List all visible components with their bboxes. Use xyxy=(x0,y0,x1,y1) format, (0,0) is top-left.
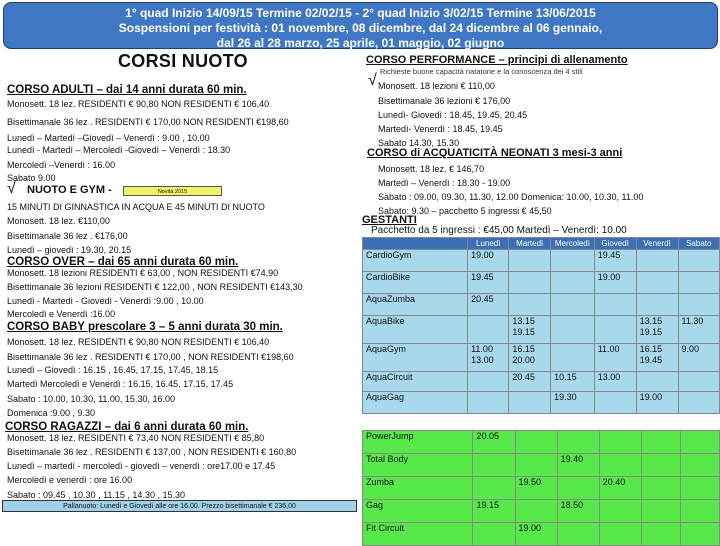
adulti-line: Mercoledì –Venerdì : 16.00 xyxy=(7,160,116,170)
time-cell: 13.15 19.15 xyxy=(509,316,551,344)
table-row xyxy=(363,250,720,272)
table-row xyxy=(363,344,720,372)
time-cell xyxy=(551,250,595,272)
baby-line: Sabato : 10.00, 10.30, 11.00, 15.30, 16.00 xyxy=(7,394,175,404)
time-cell: 16.15 19.45 xyxy=(636,344,678,372)
ragazzi-heading: CORSO RAGAZZI – dai 6 anni durata 60 min. xyxy=(5,421,249,433)
time-cell xyxy=(641,454,680,477)
sqrt-symbol: √ xyxy=(7,180,16,197)
performance-note: Richieste buone capacità natatorie e la conoscenza dei 4 stili xyxy=(380,67,583,76)
time-cell: 19.00 xyxy=(636,392,678,414)
time-cell xyxy=(594,392,636,414)
time-cell xyxy=(636,250,678,272)
table-row xyxy=(363,272,720,294)
time-cell xyxy=(636,372,678,392)
over-line: Monosett. 18 lezioni RESIDENTI € 63,00 , NON RESIDENTI €74,90 xyxy=(7,268,279,278)
time-cell xyxy=(551,344,595,372)
activity-name: AquaBike xyxy=(363,316,468,344)
ragazzi-line: Lunedì – martedì - mercoledì - giovedì – venerdì : ore17.00 e 17.45 xyxy=(7,461,276,471)
ragazzi-line: Monosett. 18 lez. RESIDENTI € 73,40 NON RESIDENTI € 85,80 xyxy=(7,433,265,443)
activity-name: Total Body xyxy=(363,454,473,477)
adulti-line: Bisettimanale 36 lez . RESIDENTI € 170,00 NON RESIDENTI €198,60 xyxy=(7,117,289,127)
time-cell xyxy=(599,454,641,477)
time-cell xyxy=(468,316,509,344)
baby-heading: CORSO BABY prescolare 3 – 5 anni durata 30 min. xyxy=(7,321,283,333)
day-header: Venerdì xyxy=(636,238,678,250)
performance-line: Bisettimanale 36 lezioni € 176,00 xyxy=(378,96,511,106)
time-cell xyxy=(473,454,515,477)
gym-line: Bisettimanale 36 lez . €176,00 xyxy=(7,231,128,241)
adulti-line: Lunedì - Martedì – Mercoledì -Giovedì – Venerdì : 18.30 xyxy=(7,145,231,155)
baby-line: Bisettimanale 36 lez . RESIDENTI € 170,00 , NON RESIDENTI €198,60 xyxy=(7,352,294,362)
neonati-line: Sabato : 09.00, 09.30, 11.30, 12.00 Domenica: 10.00, 10.30, 11.00 xyxy=(378,192,644,202)
page-title: CORSI NUOTO xyxy=(118,51,248,71)
time-cell: 20.45 xyxy=(509,372,551,392)
activity-name: Gag xyxy=(363,500,473,523)
time-cell xyxy=(599,523,641,546)
day-header: Sabato xyxy=(678,238,719,250)
table-row xyxy=(363,294,720,316)
baby-line: Martedì Mercoledì e Venerdì : 16.15, 16.45, 17.15, 17.45 xyxy=(7,379,234,389)
over-line: Mercoledì e Venerdì :16.00 xyxy=(7,309,116,319)
over-line: Bisettimanale 36 lezioni RESIDENTI € 122,00 , NON RESIDENTI €143,30 xyxy=(7,282,303,292)
time-cell: 9.00 xyxy=(678,344,719,372)
time-cell xyxy=(468,392,509,414)
time-cell: 19.00 xyxy=(594,272,636,294)
table-row xyxy=(363,392,720,414)
performance-line: Sabato 14.30, 15.30 xyxy=(378,138,460,148)
performance-heading: CORSO PERFORMANCE – principi di allenamento xyxy=(366,54,628,66)
time-cell: 19.30 xyxy=(551,392,595,414)
neonati-line: Sabato: 9.30 – pacchetto 5 ingressi € 45,50 xyxy=(378,206,552,216)
time-cell: 11.30 xyxy=(678,316,719,344)
banner-line-2: Sospensioni per festività : 01 novembre, 08 dicembre, dal 24 dicembre al 06 gennaio, xyxy=(118,21,603,35)
gym-heading: NUOTO E GYM - xyxy=(27,184,112,196)
activity-name: CardioGym xyxy=(363,250,468,272)
adulti-heading: CORSO ADULTI – dai 14 anni durata 60 min. xyxy=(7,84,247,96)
time-cell xyxy=(473,477,515,500)
time-cell xyxy=(678,250,719,272)
table-row xyxy=(363,454,720,477)
activity-name: AquaZumba xyxy=(363,294,468,316)
activity-name: AquaGym xyxy=(363,344,468,372)
gym-line: Monosett. 18 lez. €110,00 xyxy=(7,216,110,226)
time-cell: 13.00 xyxy=(594,372,636,392)
time-cell: 19.00 xyxy=(515,523,557,546)
time-cell xyxy=(680,454,719,477)
adulti-line: Sabato 9.00 xyxy=(7,173,56,183)
time-cell xyxy=(636,272,678,294)
time-cell xyxy=(509,250,551,272)
time-cell: 19.40 xyxy=(557,454,599,477)
time-cell: 18.50 xyxy=(557,500,599,523)
time-cell xyxy=(509,294,551,316)
banner-line-1: 1° quad Inizio 14/09/15 Termine 02/02/15 - 2° quad Inizio 3/02/15 Termine 13/06/2015 xyxy=(125,6,596,20)
time-cell: 19.15 xyxy=(473,500,515,523)
activity-name: Fit Circuit xyxy=(363,523,473,546)
ragazzi-line: Sabato : 09.45 , 10.30 , 11.15 , 14.30 , 15.30 xyxy=(7,490,185,500)
time-cell xyxy=(509,272,551,294)
time-cell xyxy=(557,523,599,546)
time-cell: 20.45 xyxy=(468,294,509,316)
time-cell: 11.00 xyxy=(594,344,636,372)
pallanuoto-note: Pallanuoto: Lunedì e Giovedì alle ore 16.00. Prezzo bisettimanale € 236,00 xyxy=(2,500,357,512)
time-cell: 13.15 19.15 xyxy=(636,316,678,344)
activity-name: AquaGag xyxy=(363,392,468,414)
time-cell: 11.00 13.00 xyxy=(468,344,509,372)
ragazzi-line: Mercoledì e venerdì : ore 16.00 xyxy=(7,475,133,485)
time-cell: 10.15 xyxy=(551,372,595,392)
novita-badge: Novità 2015 xyxy=(123,186,222,196)
time-cell: 20.40 xyxy=(599,477,641,500)
neonati-line: Martedì – Venerdì : 18.30 - 19.00 xyxy=(378,178,511,188)
aqua-schedule-table xyxy=(362,237,720,414)
time-cell: 20.05 xyxy=(473,431,515,454)
time-cell: 19.50 xyxy=(515,477,557,500)
time-cell xyxy=(557,477,599,500)
table-row xyxy=(363,372,720,392)
baby-line: Domenica :9.00 , 9.30 xyxy=(7,408,96,418)
time-cell xyxy=(594,294,636,316)
sqrt-symbol: √ xyxy=(368,72,377,89)
time-cell xyxy=(599,500,641,523)
time-cell xyxy=(678,294,719,316)
time-cell xyxy=(551,272,595,294)
baby-line: Monosett. 18 lez. RESIDENTI € 90,80 NON RESIDENTI € 106,40 xyxy=(7,337,270,347)
over-line: Lunedì - Martedì - Giovedì - Venerdì :9.00 , 10.00 xyxy=(7,296,204,306)
time-cell: 19.00 xyxy=(468,250,509,272)
gym-schedule-table xyxy=(362,430,720,546)
time-cell xyxy=(509,392,551,414)
time-cell xyxy=(678,272,719,294)
time-cell xyxy=(599,431,641,454)
activity-name: PowerJump xyxy=(363,431,473,454)
time-cell: 16.15 20.00 xyxy=(509,344,551,372)
time-cell xyxy=(680,477,719,500)
time-cell xyxy=(551,294,595,316)
time-cell xyxy=(641,431,680,454)
table-row xyxy=(363,523,720,546)
performance-line: Lunedì- Giovedì : 18.45, 19.45, 20.45 xyxy=(378,110,528,120)
adulti-line: Lunedì – Martedì –Giovedì – Venerdì : 9.00 , 10.00 xyxy=(7,133,210,143)
table-header-row xyxy=(363,238,720,250)
header-banner xyxy=(3,2,718,49)
adulti-line: Monosett. 18 lez. RESIDENTI € 90,80 NON RESIDENTI € 106,40 xyxy=(7,99,270,109)
table-row xyxy=(363,500,720,523)
time-cell: 19.45 xyxy=(594,250,636,272)
gestanti-line: Pacchetto da 5 ingressi : €45,00 Martedì – Venerdì: 10.00 xyxy=(371,225,627,236)
activity-name: Zumba xyxy=(363,477,473,500)
neonati-line: Monosett. 18 lez. € 146,70 xyxy=(378,164,485,174)
time-cell: 19.45 xyxy=(468,272,509,294)
time-cell xyxy=(680,500,719,523)
table-row xyxy=(363,477,720,500)
activity-name: CardioBike xyxy=(363,272,468,294)
banner-line-3: dal 26 al 28 marzo, 25 aprile, 01 maggio, 02 giugno xyxy=(216,36,505,50)
header-cell-blank xyxy=(363,238,468,250)
day-header: Martedì xyxy=(509,238,551,250)
neonati-heading: CORSO di ACQUATICITÀ NEONATI 3 mesi-3 anni xyxy=(367,147,623,159)
time-cell xyxy=(636,294,678,316)
time-cell xyxy=(594,316,636,344)
gym-line: 15 MINUTI DI GINNASTICA IN ACQUA E 45 MINUTI DI NUOTO xyxy=(7,202,265,212)
day-header: Mercoledì xyxy=(551,238,595,250)
time-cell xyxy=(678,372,719,392)
activity-name: AquaCircuit xyxy=(363,372,468,392)
time-cell xyxy=(551,316,595,344)
time-cell xyxy=(641,500,680,523)
ragazzi-line: Bisettimanale 36 lez . RESIDENTI € 137,00 , NON RESIDENTI € 160,80 xyxy=(7,447,297,457)
gym-line: Lunedì – giovedì : 19.30, 20.15 xyxy=(7,245,132,255)
time-cell xyxy=(557,431,599,454)
over-heading: CORSO OVER – dai 65 anni durata 60 min. xyxy=(7,256,239,268)
time-cell xyxy=(680,431,719,454)
time-cell xyxy=(641,523,680,546)
time-cell xyxy=(468,372,509,392)
time-cell xyxy=(515,454,557,477)
day-header: Lunedì xyxy=(468,238,509,250)
day-header: Giovedì xyxy=(594,238,636,250)
performance-line: Martedì- Venerdì : 18.45, 19.45 xyxy=(378,124,503,134)
time-cell xyxy=(680,523,719,546)
gestanti-heading: GESTANTI xyxy=(362,214,417,226)
baby-line: Lunedì – Giovedì : 16.15 , 16.45, 17.15, 17.45, 18.15 xyxy=(7,365,219,375)
table-row xyxy=(363,431,720,454)
performance-line: Monosett. 18 lezioni € 110,00 xyxy=(378,81,495,91)
time-cell xyxy=(515,500,557,523)
time-cell xyxy=(678,392,719,414)
table-row xyxy=(363,316,720,344)
time-cell xyxy=(473,523,515,546)
time-cell xyxy=(641,477,680,500)
time-cell xyxy=(515,431,557,454)
